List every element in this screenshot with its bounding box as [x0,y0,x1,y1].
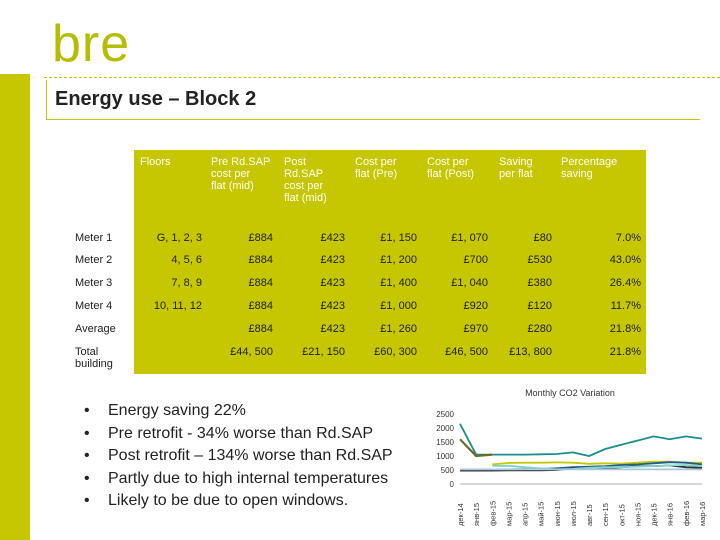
table-cell: £80 [533,232,552,244]
table-cell: £1, 000 [380,300,417,312]
table-cell: £1, 200 [380,254,417,266]
x-tick-label: окт-15 [617,504,627,526]
bullet-icon: • [84,469,90,487]
x-tick-label: июл-15 [568,501,578,526]
y-tick-label: 1000 [436,452,454,461]
table-cell: £884 [248,254,273,266]
x-tick-label: янв-15 [472,502,482,526]
table-cell: £280 [527,323,552,335]
row-label-average: Average [75,323,116,335]
list-item [84,400,393,423]
bullet-icon: • [84,402,90,419]
bullet-text: Likely to be due to open windows. [108,492,349,509]
table-cell: £423 [320,277,345,289]
x-tick-label: янв-16 [665,502,675,526]
header-divider [44,77,720,78]
y-tick-label: 500 [440,466,454,475]
x-tick-label: май-15 [536,501,546,526]
bullet-icon: • [84,447,90,464]
table-cell: £884 [248,277,273,289]
y-tick-label: 0 [449,480,454,489]
table-cell: £884 [248,323,273,335]
col-header-percentage: Percentage saving [561,156,618,180]
x-tick-label: апр-15 [520,502,530,526]
x-tick-label: июн-15 [552,501,562,526]
bullet-icon: • [84,424,90,442]
table-cell: £700 [463,254,488,266]
list-item [84,490,393,513]
row-label-meter-4: Meter 4 [75,300,113,312]
col-header-floors: Floors [140,156,171,168]
list-item [84,423,393,446]
y-tick-label: 2500 [436,410,454,419]
bullet-text: Pre retrofit - 34% worse than Rd.SAP [108,424,373,442]
bullet-text: Post retrofit – 134% worse than Rd.SAP [108,447,393,464]
table-cell: 43.0% [609,254,641,266]
table-cell: 21.8% [609,323,641,335]
col-header-saving: Saving per flat [499,156,533,180]
y-tick-label: 2000 [436,424,454,433]
x-tick-label: мар-15 [504,501,514,526]
table-cell: £21, 150 [302,346,345,358]
table-cell: £46, 500 [445,346,488,358]
y-tick-label: 1500 [436,438,454,447]
table-cell: £423 [320,323,345,335]
x-tick-label: ноя-15 [633,502,643,526]
table-cell: £1, 040 [451,277,488,289]
accent-sidebar [0,74,30,540]
table-cell: £1, 400 [380,277,417,289]
x-tick-label: авг-15 [585,504,595,526]
table-cell: £423 [320,232,345,244]
x-tick-label: мар-16 [698,501,707,526]
col-header-cost-post: Cost per flat (Post) [427,156,475,180]
col-header-cost-pre: Cost per flat (Pre) [355,156,398,180]
table-cell: 7, 8, 9 [171,277,202,289]
chart-title: Monthly CO2 Variation [525,388,615,398]
co2-line-chart [420,398,712,536]
col-header-post-rdsap: Post Rd.SAP cost per flat (mid) [284,156,327,204]
table-cell: 10, 11, 12 [153,300,202,312]
bullet-text: Energy saving 22% [108,402,246,419]
table-cell: £120 [527,300,552,312]
table-cell: £920 [463,300,488,312]
table-cell: £1, 260 [380,323,417,335]
table-cell: £380 [527,277,552,289]
table-cell: 4, 5, 6 [171,254,202,266]
row-label-total-building: Total building [75,346,113,370]
bullet-icon: • [84,492,90,509]
x-tick-label: дек-15 [649,503,659,526]
bre-logo: bre [52,15,131,73]
bullet-text: Partly due to high internal temperatures [108,469,389,487]
table-cell: £970 [463,323,488,335]
series-line-1 [460,424,702,456]
table-cell: £1, 070 [451,232,488,244]
table-cell: £13, 800 [509,346,552,358]
x-tick-label: дек-14 [456,503,465,526]
x-tick-label: сен-15 [601,503,611,526]
table-cell: £423 [320,300,345,312]
table-cell: £884 [248,232,273,244]
table-cell: £530 [527,254,552,266]
bullet-list [84,400,393,513]
list-item [84,468,393,491]
table-cell: 26.4% [609,277,641,289]
x-tick-label: фев-16 [681,500,691,526]
table-cell: £1, 150 [380,232,417,244]
list-item [84,445,393,468]
col-header-pre-rdsap: Pre Rd.SAP cost per flat (mid) [211,156,271,192]
table-cell: £884 [248,300,273,312]
table-cell: 21.8% [609,346,641,358]
table-cell: 7.0% [615,232,641,244]
page-title: Energy use – Block 2 [55,88,257,110]
row-label-meter-2: Meter 2 [75,254,113,266]
row-label-meter-3: Meter 3 [75,277,113,289]
table-cell: 11.7% [610,300,641,312]
table-cell: £60, 300 [374,346,417,358]
x-tick-label: фев-15 [488,500,498,526]
table-cell: G, 1, 2, 3 [156,232,202,244]
row-label-meter-1: Meter 1 [75,232,113,244]
table-cell: £423 [320,254,345,266]
table-cell: £44, 500 [230,346,273,358]
